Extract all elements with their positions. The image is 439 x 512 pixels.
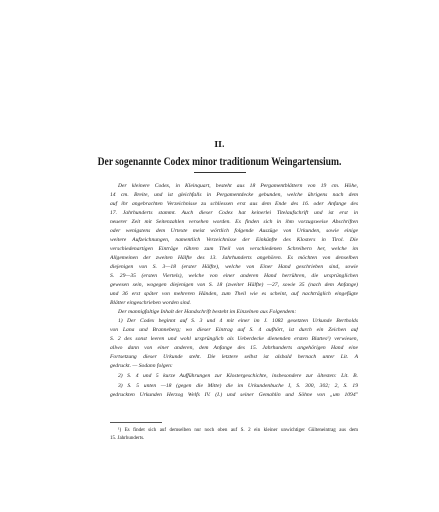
text-line: gedruckt. — Sodann folgen:: [110, 363, 173, 369]
footnote-divider: [110, 422, 162, 423]
text-line: oder wenigstens dem Urtexte meist wörtlich folgende Auszüge von Urkunden, sowie einige: [110, 228, 358, 234]
text-line: auf ihr angebrachten Verzeichnisse zu schliessen erst aus dem Ende des 16. oder Anfange des: [110, 201, 358, 207]
footnote-line: 15. Jahrhunderts.: [110, 436, 145, 441]
text-line: weitere Aufzeichnungen, namentlich Verzeichnisse der Einkünfte des Klosters in Tirol. Die: [110, 237, 358, 243]
section-number: II.: [214, 139, 225, 149]
text-line: 2) S. 4 und 5 kurze Aufführungen zur Klostergeschichte, insbesondere zur ältesten: Lit. B.: [118, 373, 358, 379]
text-line: und 36 erst später von mehreren Händen, zum Theil wie es scheint, auf nachträglich eingefügte: [110, 291, 358, 297]
text-line: allwo dann von einer anderen, dem Anfange des 15. Jahrhunderts angehörigen Hand eine: [110, 345, 358, 351]
footnote-line: ¹) Es findet sich auf demselben nur noch oben auf S. 2 ein kleiner unwichtiger Gülteneintrag aus dem: [118, 428, 358, 433]
text-line: Allgemeinen der zweiten Hälfte des 13. Jahrhunderts angehören. Es möchten von denselben: [110, 255, 358, 261]
text-line: 14 cm. Breite, und ist gleichfalls in Pergamentdecke gebunden, welche übrigens nach dem: [110, 192, 358, 198]
text-line: Der mannigfaltige Inhalt der Handschrift besteht im Einzelnen aus Folgendem:: [118, 309, 297, 315]
text-line: Der kleinere Codex, in Kleinquart, besteht aus 18 Pergamentblättern von 19 cm. Höhe,: [118, 183, 358, 189]
text-line: von Lana und Branneberg; wo dieser Eintrag auf S. 4 aufhört, ist durch ein Zeichen auf: [110, 327, 358, 333]
text-line: 3) S. 5 unten —18 (gegen die Mitte) die im Urkundenbuche I, S. 300, 302; 2, S. 19: [118, 383, 358, 389]
page-title: Der sogenannte Codex minor traditionum Weingartensium.: [97, 154, 342, 168]
text-line: 17. Jahrhunderts stammt. Auch dieser Codex hat keinerlei Titelaufschrift und ist erst in: [110, 210, 358, 216]
text-line: gewesen sein, wogegen diejenigen von S. 18 (zweiter Hälfte) —27, sowie 35 (nach dem Anfange): [110, 282, 358, 288]
text-line: Fortsetzung dieser Urkunde steht. Die letztere selbst ist alsbald hernach unter Lit. A: [110, 354, 358, 360]
title-divider: [194, 172, 246, 173]
text-line: S. 2 des sonst leeren und wohl ursprünglich als Ueberdecke dienenden ersten Blattes¹) verwiesen,: [110, 336, 358, 342]
text-line: S. 29—35 (ersten Viertels), welche von einer anderen Hand herrühren, die ursprünglichen: [110, 273, 358, 279]
text-line: 1) Der Codex beginnt auf S. 3 und 4 mit einer im J. 1082 gesetzten Urkunde Bertholds: [118, 318, 358, 324]
text-line: gedruckten Urkunden Herzog Welfs IV. (I.) und seiner Gemahlin und Söhne von „um 1094": [110, 392, 358, 398]
text-line: diejenigen von S. 3—18 (erster Hälfte), welche von Einer Hand geschrieben sind, sowie: [110, 264, 358, 270]
text-line: Blätter eingeschrieben worden sind.: [110, 300, 191, 306]
text-line: verschiedenartigen Einträge rühren zum Theil von verschiedenen Schreibern her, welche im: [110, 246, 358, 252]
text-line: neuerer Zeit mit Seitenzahlen versehen worden. Es finden sich in ihm vorzugsweise Abschriften: [110, 219, 358, 225]
